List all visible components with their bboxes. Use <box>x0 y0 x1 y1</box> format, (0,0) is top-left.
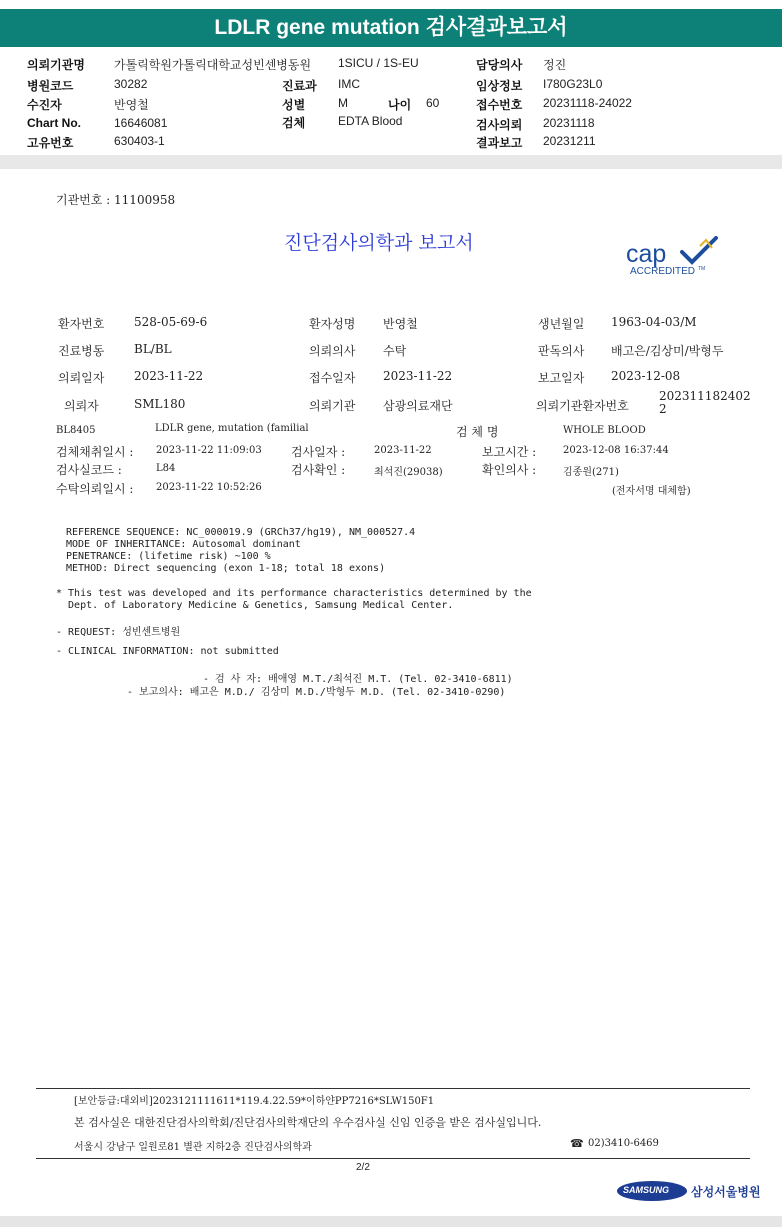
header-label: 수진자 <box>27 98 62 112</box>
header-label: 검체 <box>282 116 306 130</box>
header-value: 20231118 <box>543 116 595 130</box>
collect-value: 2023-11-22 11:09:03 <box>156 445 262 456</box>
header-label: 임상정보 <box>476 79 523 93</box>
test-name: LDLR gene, mutation (familial <box>155 423 309 434</box>
hospital-name: 삼성서울병원 <box>691 1185 761 1199</box>
header-label: 의뢰기관명 <box>27 58 85 72</box>
header-label: 결과보고 <box>476 136 523 150</box>
phone-icon: ☎ <box>570 1137 584 1150</box>
bottom-band <box>0 1216 782 1227</box>
patient-label: 보고일자 <box>538 371 585 385</box>
header-label: 병원코드 <box>27 79 74 93</box>
header-label: 나이 <box>388 98 412 112</box>
header-label: 성별 <box>282 98 306 112</box>
patient-label: 의뢰기관 <box>309 399 356 413</box>
header-value: IMC <box>338 77 360 91</box>
patient-value: 1963-04-03/M <box>611 315 697 329</box>
checker-value: 최석진(29038) <box>374 467 443 478</box>
patient-value: 2023-12-08 <box>611 369 681 383</box>
patient-label: 생년월일 <box>538 317 585 331</box>
header-value: 16646081 <box>114 116 168 130</box>
note-line: * This test was developed and its performance characteristics determined by the <box>56 588 532 599</box>
patient-label: 의뢰일자 <box>58 371 105 385</box>
address-line: 서울시 강남구 일원로81 별관 지하2층 진단검사의학과 <box>74 1142 312 1153</box>
staff-line: - 검 사 자: 배애영 M.T./최석진 M.T. (Tel. 02-3410-6811) <box>203 674 513 685</box>
header-value: 20231118-24022 <box>543 96 632 110</box>
patient-value: 528-05-69-6 <box>134 315 208 329</box>
header-label: 검사의뢰 <box>476 118 523 132</box>
header-value: 반영철 <box>114 98 149 112</box>
specimen-label: 검 체 명 <box>456 425 499 439</box>
test-code: BL8405 <box>56 425 96 436</box>
header-value: 정진 <box>543 58 567 72</box>
header-label: 진료과 <box>282 79 317 93</box>
staff-line: - 보고의사: 배고은 M.D./ 김상미 M.D./박형두 M.D. (Tel. 02-3410-0290) <box>127 687 506 698</box>
patient-value: 2023-11-22 <box>134 369 204 383</box>
body-line: REFERENCE SEQUENCE: NC_000019.9 (GRCh37/hg19), NM_000527.4 <box>66 527 416 538</box>
report-banner-title: LDLR gene mutation 검사결과보고서 <box>0 9 782 47</box>
samsung-word: SAMSUNG <box>623 1185 670 1195</box>
footer-bottom-rule <box>36 1158 750 1159</box>
cap-accredited: ACCREDITED <box>630 266 696 277</box>
patient-value: 2023111824022 <box>659 389 751 416</box>
patient-label: 의뢰자 <box>64 399 99 413</box>
test-date-value: 2023-11-22 <box>374 445 432 456</box>
patient-label: 접수일자 <box>309 371 356 385</box>
patient-label: 의뢰기관환자번호 <box>536 399 629 413</box>
body-line: PENETRANCE: (lifetime risk) ~100 % <box>66 551 271 562</box>
report-title: 진단검사의학과 보고서 <box>284 232 474 254</box>
page-number: 2/2 <box>356 1162 370 1173</box>
header-value: M <box>338 96 348 110</box>
confirm-label: 확인의사 : <box>482 463 537 477</box>
confirm-value: 김종원(271) <box>563 467 619 478</box>
header-label: 담당의사 <box>476 58 523 72</box>
patient-value: 배고은/김상미/박형두 <box>611 344 724 358</box>
header-value: I780G23L0 <box>543 77 603 91</box>
report-time-label: 보고시간 : <box>482 445 537 459</box>
patient-value: 반영철 <box>383 317 418 331</box>
security-line: [보안등급:대외비]2023121111611*119.4.22.59*이하얀PP7216*SLW150F1 <box>74 1096 435 1107</box>
cap-checkmark-icon <box>678 236 720 266</box>
patient-label: 환자성명 <box>309 317 356 331</box>
footer-top-rule <box>36 1088 750 1089</box>
patient-label: 판독의사 <box>538 344 585 358</box>
specimen-value: WHOLE BLOOD <box>563 425 646 436</box>
header-value: 20231211 <box>543 134 596 148</box>
patient-value: SML180 <box>134 397 186 411</box>
institution-number: 기관번호 : 11100958 <box>56 193 176 207</box>
cap-trademark: TM <box>698 266 706 272</box>
header-value: 30282 <box>114 77 148 91</box>
patient-value: BL/BL <box>134 342 172 356</box>
header-value: 60 <box>426 96 440 110</box>
cap-logo <box>626 236 726 282</box>
note-line: Dept. of Laboratory Medicine & Genetics, Samsung Medical Center. <box>56 600 454 611</box>
receive-label: 수탁의뢰일시 : <box>56 482 134 496</box>
certification-line: 본 검사실은 대한진단검사의학회/진단검사의학재단의 우수검사실 신임 인증을 받은 검사실입니다. <box>74 1116 542 1129</box>
header-label: Chart No. <box>27 116 81 130</box>
report-time-value: 2023-12-08 16:37:44 <box>563 445 669 456</box>
body-line: METHOD: Direct sequencing (exon 1-18; total 18 exons) <box>66 563 386 574</box>
room-value: L84 <box>156 463 176 474</box>
phone-number: 02)3410-6469 <box>588 1138 659 1149</box>
patient-label: 환자번호 <box>58 317 105 331</box>
patient-value: 삼광의료재단 <box>383 399 453 413</box>
patient-label: 진료병동 <box>58 344 105 358</box>
header-value: 가톨릭학원가톨릭대학교성빈센병동원 <box>114 58 312 72</box>
patient-value: 수탁 <box>383 344 407 358</box>
esign-note: (전자서명 대체함) <box>612 486 691 497</box>
body-line: MODE OF INHERITANCE: Autosomal dominant <box>66 539 301 550</box>
header-value: 1SICU / 1S-EU <box>338 56 419 70</box>
test-date-label: 검사일자 : <box>291 445 346 459</box>
request-line: - REQUEST: 성빈센트병원 <box>56 627 181 638</box>
header-value: 630403-1 <box>114 134 165 148</box>
patient-label: 의뢰의사 <box>309 344 356 358</box>
header-label: 접수번호 <box>476 98 523 112</box>
cap-word: cap <box>626 240 667 268</box>
header-divider-band <box>0 155 782 169</box>
samsung-logo <box>617 1180 761 1202</box>
checker-label: 검사확인 : <box>291 463 346 477</box>
header-label: 고유번호 <box>27 136 74 150</box>
clinical-line: - CLINICAL INFORMATION: not submitted <box>56 646 279 657</box>
collect-label: 검체채취일시 : <box>56 445 134 459</box>
receive-value: 2023-11-22 10:52:26 <box>156 482 262 493</box>
patient-value: 2023-11-22 <box>383 369 453 383</box>
header-value: EDTA Blood <box>338 114 403 128</box>
room-label: 검사실코드 : <box>56 463 122 477</box>
